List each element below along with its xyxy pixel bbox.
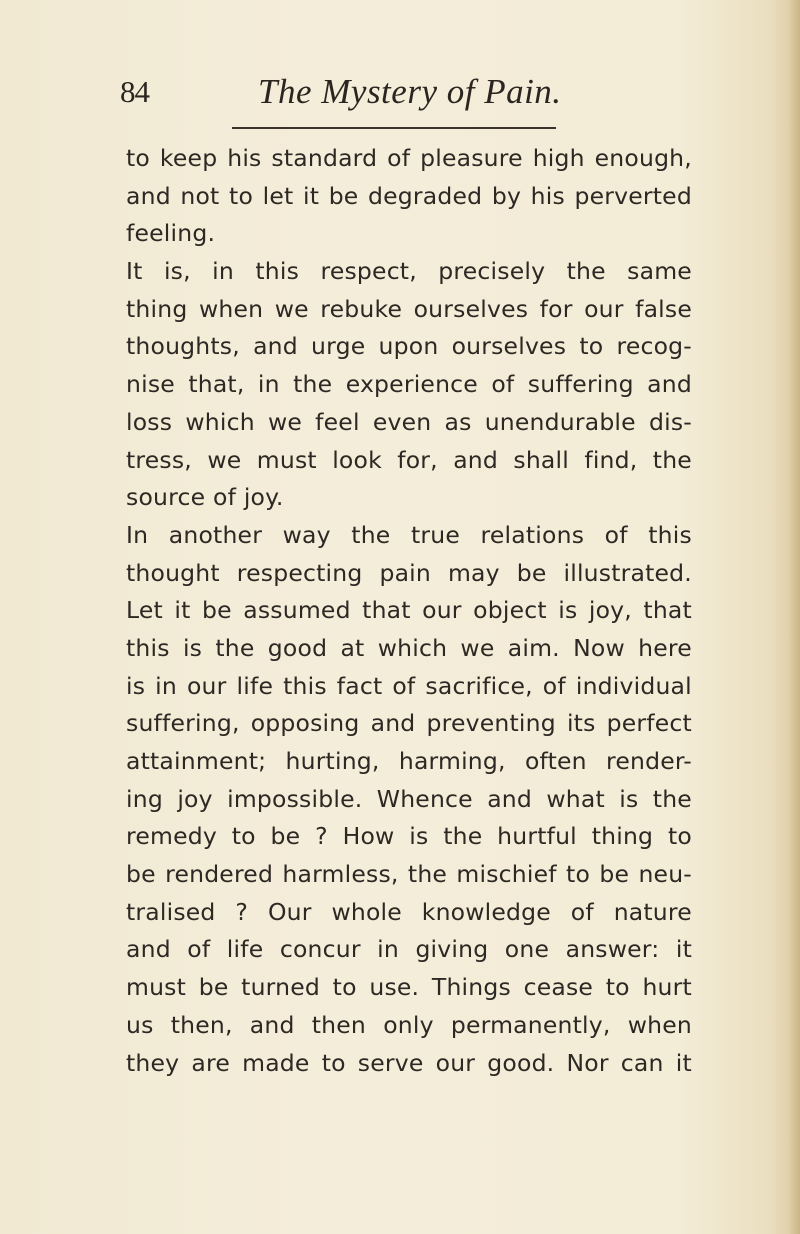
text-line: and not to let it be degraded by his perverted [126,181,692,210]
text-line: source of joy. [126,483,284,512]
text-line: It is, in this respect, precisely the same [126,257,692,286]
text-line: In another way the true relations of this [126,520,692,549]
text-line: nise that, in the experience of suffering and [126,370,692,399]
text-line: must be turned to use. Things cease to hurt [126,973,692,1002]
text-line: thought respecting pain may be illustrated. [126,558,692,587]
header-rule [232,127,556,129]
text-line: this is the good at which we aim. Now here [126,633,692,662]
text-line: tralised ? Our whole knowledge of nature [126,897,692,926]
page-header [120,66,680,116]
text-line: thing when we rebuke ourselves for our false [126,294,692,323]
body-text [126,140,692,1082]
page-edge-shadow [788,0,800,1234]
text-line: loss which we feel even as unendurable dis- [126,407,692,436]
page-number: 84 [120,74,149,109]
text-line: be rendered harmless, the mischief to be neu- [126,860,692,889]
text-line: ing joy impossible. Whence and what is the [126,784,692,813]
text-line: tress, we must look for, and shall find, the [126,445,692,474]
text-line: and of life concur in giving one answer: it [126,935,692,964]
text-line: Let it be assumed that our object is joy, that [126,596,692,625]
text-line: they are made to serve our good. Nor can it [126,1048,692,1077]
text-line: feeling. [126,219,216,248]
text-line: to keep his standard of pleasure high enough, [126,144,692,172]
text-line: suffering, opposing and preventing its perfect [126,709,692,738]
text-line: is in our life this fact of sacrifice, of individual [126,671,692,700]
text-line: attainment; hurting, harming, often render- [126,747,692,775]
text-line: thoughts, and urge upon ourselves to recog- [126,332,692,361]
text-line: remedy to be ? How is the hurtful thing to [126,822,692,851]
running-title: The Mystery of Pain. [258,72,562,111]
text-line: us then, and then only permanently, when [126,1010,692,1039]
